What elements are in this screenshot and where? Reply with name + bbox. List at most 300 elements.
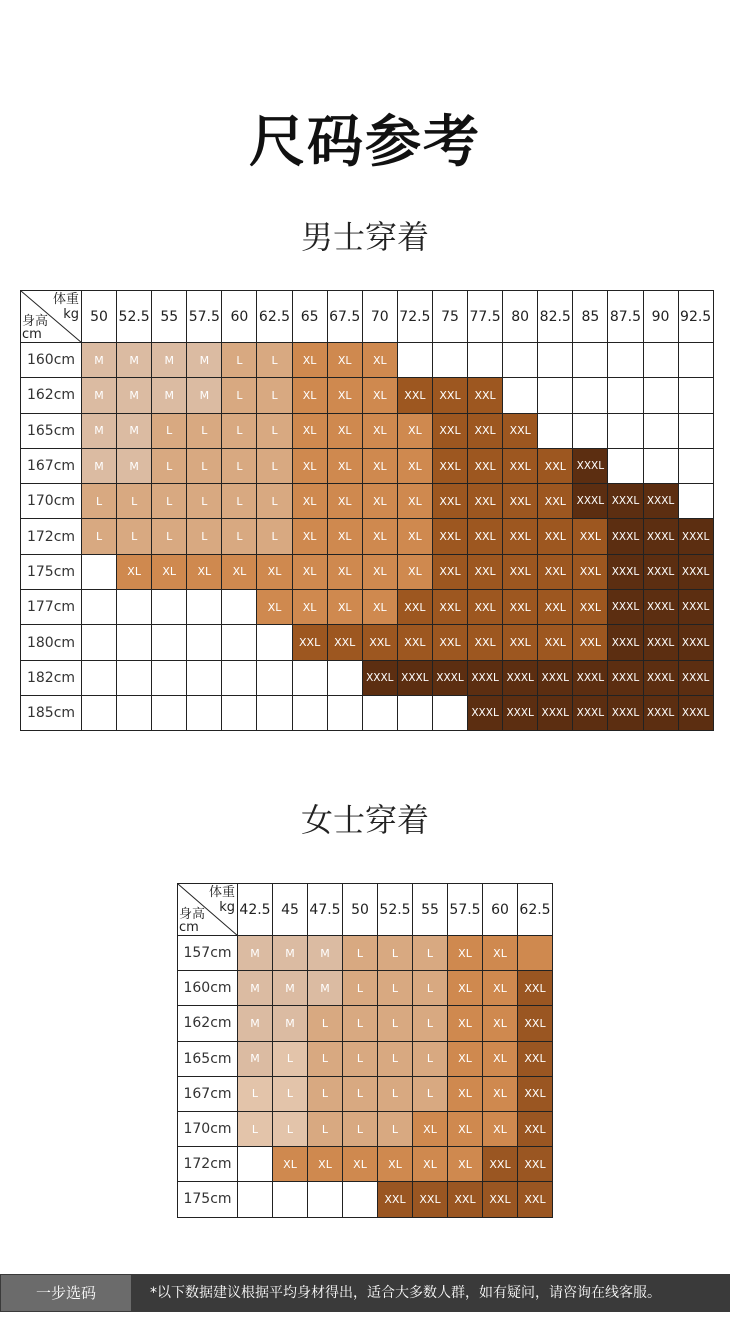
weight-header: 50 — [343, 884, 378, 936]
weight-header: 80 — [503, 291, 538, 343]
men-corner-cell — [21, 291, 82, 343]
table-row — [21, 660, 714, 695]
size-cell: L — [222, 343, 257, 378]
size-cell — [362, 695, 397, 730]
size-cell: XL — [292, 519, 327, 554]
size-cell: M — [308, 936, 343, 971]
size-cell: XXXL — [643, 590, 678, 625]
size-cell: XL — [362, 554, 397, 589]
size-cell: XL — [362, 590, 397, 625]
size-cell: L — [343, 936, 378, 971]
size-cell: XXXL — [468, 695, 503, 730]
weight-label: 体重 — [52, 292, 79, 307]
size-cell: XXXL — [643, 554, 678, 589]
size-cell: L — [222, 484, 257, 519]
weight-header: 42.5 — [238, 884, 273, 936]
table-row — [178, 1182, 553, 1217]
size-cell — [432, 695, 467, 730]
size-cell: XXL — [538, 519, 573, 554]
size-cell — [222, 695, 257, 730]
weight-header: 65 — [292, 291, 327, 343]
height-header: 172cm — [21, 519, 82, 554]
size-cell — [608, 448, 643, 483]
height-header: 177cm — [21, 590, 82, 625]
height-header: 162cm — [21, 378, 82, 413]
men-size-table — [20, 290, 714, 731]
size-cell — [187, 660, 222, 695]
size-cell: XL — [483, 1041, 518, 1076]
size-cell — [152, 660, 187, 695]
size-cell: XL — [327, 343, 362, 378]
size-cell: XXL — [503, 554, 538, 589]
size-cell: XXXL — [538, 695, 573, 730]
women-size-table — [177, 883, 553, 1218]
size-cell: XXL — [448, 1182, 483, 1217]
size-cell — [82, 625, 117, 660]
size-cell — [273, 1182, 308, 1217]
size-cell: XXXL — [573, 660, 608, 695]
size-cell — [518, 936, 553, 971]
size-cell: L — [413, 1041, 448, 1076]
size-cell: XL — [292, 343, 327, 378]
size-select-button[interactable]: 一步选码 — [1, 1275, 131, 1311]
size-cell — [82, 554, 117, 589]
size-cell: L — [152, 484, 187, 519]
size-cell: L — [82, 484, 117, 519]
size-cell — [643, 378, 678, 413]
size-cell: M — [117, 378, 152, 413]
size-cell: XXL — [518, 971, 553, 1006]
size-cell — [117, 625, 152, 660]
size-cell: XXL — [468, 554, 503, 589]
size-cell: XXXL — [608, 484, 643, 519]
table-row — [21, 625, 714, 660]
table-row — [21, 519, 714, 554]
size-cell: XXL — [468, 625, 503, 660]
table-row — [21, 413, 714, 448]
size-cell: XL — [327, 554, 362, 589]
size-cell: XXL — [573, 554, 608, 589]
size-cell: XXL — [503, 413, 538, 448]
size-cell: XL — [413, 1111, 448, 1146]
footer-bar — [0, 1274, 730, 1312]
size-cell — [503, 343, 538, 378]
size-cell: XL — [327, 484, 362, 519]
size-cell — [608, 343, 643, 378]
size-cell: L — [378, 1041, 413, 1076]
size-cell: XL — [327, 519, 362, 554]
size-cell: XL — [397, 554, 432, 589]
size-cell: M — [273, 971, 308, 1006]
size-cell: XL — [448, 1147, 483, 1182]
size-cell — [117, 695, 152, 730]
size-cell: XL — [483, 936, 518, 971]
size-cell: L — [82, 519, 117, 554]
size-cell: L — [378, 971, 413, 1006]
table-row — [178, 1076, 553, 1111]
size-cell — [678, 343, 713, 378]
size-cell — [82, 695, 117, 730]
size-cell: XL — [448, 1076, 483, 1111]
size-cell: XXXL — [678, 695, 713, 730]
size-cell: XXL — [518, 1182, 553, 1217]
size-cell: XXXL — [432, 660, 467, 695]
size-cell: L — [222, 413, 257, 448]
height-label: 身高 — [179, 907, 206, 922]
size-cell: M — [152, 378, 187, 413]
weight-header: 60 — [222, 291, 257, 343]
page-title: 尺码参考 — [249, 110, 481, 175]
size-cell: L — [308, 1006, 343, 1041]
size-cell: XL — [292, 554, 327, 589]
weight-header: 70 — [362, 291, 397, 343]
weight-header: 50 — [82, 291, 117, 343]
size-cell: XXL — [292, 625, 327, 660]
size-cell: XXXL — [643, 519, 678, 554]
weight-header: 62.5 — [518, 884, 553, 936]
size-cell — [257, 660, 292, 695]
weight-header: 90 — [643, 291, 678, 343]
size-cell — [152, 590, 187, 625]
size-cell: L — [413, 1006, 448, 1041]
size-cell: L — [308, 1111, 343, 1146]
table-row — [178, 1041, 553, 1076]
size-cell — [678, 484, 713, 519]
size-cell: L — [222, 519, 257, 554]
size-cell: L — [343, 1041, 378, 1076]
table-row — [178, 1006, 553, 1041]
size-cell: L — [273, 1111, 308, 1146]
size-cell: XL — [483, 971, 518, 1006]
size-cell: XXL — [538, 625, 573, 660]
size-cell: L — [187, 484, 222, 519]
size-cell: M — [238, 971, 273, 1006]
size-cell: XXXL — [608, 625, 643, 660]
size-cell: XXL — [397, 625, 432, 660]
size-cell: XL — [257, 554, 292, 589]
size-cell: L — [257, 484, 292, 519]
size-cell: XXL — [518, 1041, 553, 1076]
size-cell: XL — [327, 590, 362, 625]
height-header: 170cm — [21, 484, 82, 519]
size-cell — [643, 448, 678, 483]
size-cell: XL — [362, 448, 397, 483]
size-cell: XXL — [518, 1111, 553, 1146]
table-row — [21, 448, 714, 483]
size-cell: L — [378, 1076, 413, 1111]
size-cell: XXXL — [608, 519, 643, 554]
height-header: 172cm — [178, 1147, 238, 1182]
size-cell: XXXL — [503, 660, 538, 695]
size-cell: L — [343, 1111, 378, 1146]
size-cell: L — [257, 448, 292, 483]
height-header: 167cm — [178, 1076, 238, 1111]
size-cell: L — [257, 343, 292, 378]
size-cell — [608, 413, 643, 448]
size-cell: XL — [257, 590, 292, 625]
size-cell — [643, 413, 678, 448]
size-cell: L — [343, 1076, 378, 1111]
size-cell: XXL — [468, 519, 503, 554]
weight-header: 75 — [432, 291, 467, 343]
footer-note: *以下数据建议根据平均身材得出，适合大多数人群，如有疑问，请咨询在线客服。 — [150, 1285, 661, 1301]
size-cell: XL — [308, 1147, 343, 1182]
table-row — [21, 378, 714, 413]
size-cell — [152, 695, 187, 730]
size-cell: XXXL — [678, 625, 713, 660]
size-cell — [257, 695, 292, 730]
size-cell: M — [273, 1006, 308, 1041]
size-cell: L — [413, 971, 448, 1006]
size-cell: M — [117, 343, 152, 378]
size-cell: XL — [327, 413, 362, 448]
size-cell: XXL — [397, 590, 432, 625]
size-cell: XXL — [483, 1182, 518, 1217]
size-cell: L — [187, 413, 222, 448]
weight-unit: kg — [63, 307, 79, 322]
size-cell: XXXL — [538, 660, 573, 695]
size-cell: L — [222, 448, 257, 483]
size-cell: M — [238, 1041, 273, 1076]
size-cell: XL — [327, 378, 362, 413]
size-cell — [222, 590, 257, 625]
size-cell: XXXL — [643, 695, 678, 730]
size-cell: XXL — [518, 1076, 553, 1111]
size-cell: XL — [292, 484, 327, 519]
weight-header: 82.5 — [538, 291, 573, 343]
height-header: 160cm — [21, 343, 82, 378]
size-cell: XXL — [432, 554, 467, 589]
weight-header: 72.5 — [397, 291, 432, 343]
size-cell — [187, 590, 222, 625]
size-cell: XXL — [468, 484, 503, 519]
size-cell: XXL — [432, 519, 467, 554]
height-header: 162cm — [178, 1006, 238, 1041]
size-cell — [678, 413, 713, 448]
size-cell — [82, 590, 117, 625]
size-cell — [397, 695, 432, 730]
women-section-title: 女士穿着 — [300, 801, 429, 839]
size-cell: M — [187, 378, 222, 413]
size-cell: XXXL — [573, 484, 608, 519]
size-cell: XXL — [483, 1147, 518, 1182]
size-cell: XL — [448, 936, 483, 971]
size-cell: XXXL — [362, 660, 397, 695]
size-cell: XXXL — [608, 590, 643, 625]
size-cell: XXXL — [608, 660, 643, 695]
size-cell: XL — [343, 1147, 378, 1182]
size-cell: XL — [483, 1006, 518, 1041]
size-cell — [343, 1182, 378, 1217]
size-cell: L — [343, 1006, 378, 1041]
table-row — [21, 695, 714, 730]
size-cell: L — [273, 1076, 308, 1111]
size-cell — [187, 625, 222, 660]
weight-header: 92.5 — [678, 291, 713, 343]
size-cell: M — [82, 413, 117, 448]
size-cell: XL — [448, 1111, 483, 1146]
size-cell: XXL — [468, 378, 503, 413]
height-header: 165cm — [21, 413, 82, 448]
weight-label: 体重 — [208, 885, 235, 900]
size-cell: XXL — [538, 484, 573, 519]
size-cell: L — [152, 448, 187, 483]
size-cell — [292, 695, 327, 730]
weight-header: 45 — [273, 884, 308, 936]
size-cell: XL — [397, 519, 432, 554]
size-cell: XXL — [432, 625, 467, 660]
size-cell — [257, 625, 292, 660]
weight-header: 67.5 — [327, 291, 362, 343]
table-row — [21, 590, 714, 625]
size-cell: M — [273, 936, 308, 971]
size-cell: L — [378, 1111, 413, 1146]
men-section-title: 男士穿着 — [300, 218, 429, 256]
height-header: 182cm — [21, 660, 82, 695]
table-row — [21, 554, 714, 589]
table-row — [178, 971, 553, 1006]
size-cell: XL — [483, 1111, 518, 1146]
size-cell: XXXL — [678, 660, 713, 695]
height-unit: cm — [22, 327, 42, 342]
size-cell: XXXL — [678, 519, 713, 554]
size-cell: XL — [292, 378, 327, 413]
table-row — [178, 1147, 553, 1182]
size-cell: XXL — [503, 625, 538, 660]
size-cell: XL — [378, 1147, 413, 1182]
size-cell: L — [343, 971, 378, 1006]
height-header: 180cm — [21, 625, 82, 660]
size-cell: XXL — [538, 554, 573, 589]
size-cell — [238, 1182, 273, 1217]
size-cell: XXL — [468, 448, 503, 483]
size-cell: M — [82, 343, 117, 378]
size-cell: XXL — [518, 1006, 553, 1041]
size-cell: L — [413, 1076, 448, 1111]
size-cell — [222, 625, 257, 660]
size-cell: XL — [327, 448, 362, 483]
size-cell: XL — [362, 378, 397, 413]
size-cell: XL — [362, 343, 397, 378]
size-cell: XL — [222, 554, 257, 589]
weight-header: 57.5 — [187, 291, 222, 343]
weight-header: 55 — [152, 291, 187, 343]
weight-header: 85 — [573, 291, 608, 343]
size-cell: XXL — [397, 378, 432, 413]
size-cell: L — [257, 413, 292, 448]
size-cell: L — [117, 519, 152, 554]
size-cell — [678, 448, 713, 483]
size-cell: L — [117, 484, 152, 519]
size-cell: M — [238, 936, 273, 971]
size-cell: L — [257, 519, 292, 554]
size-cell — [432, 343, 467, 378]
size-cell: XXXL — [397, 660, 432, 695]
size-cell — [82, 660, 117, 695]
size-cell: L — [238, 1111, 273, 1146]
size-cell: L — [152, 519, 187, 554]
height-header: 175cm — [178, 1182, 238, 1217]
size-cell: L — [308, 1076, 343, 1111]
size-cell: XXXL — [678, 554, 713, 589]
size-cell: XL — [362, 413, 397, 448]
size-cell — [538, 378, 573, 413]
size-cell: XXXL — [643, 625, 678, 660]
size-cell: XL — [397, 413, 432, 448]
size-cell: XXL — [432, 378, 467, 413]
size-cell: XXL — [413, 1182, 448, 1217]
size-cell — [187, 695, 222, 730]
weight-header: 77.5 — [468, 291, 503, 343]
size-cell: L — [222, 378, 257, 413]
size-cell: XXXL — [643, 484, 678, 519]
height-header: 160cm — [178, 971, 238, 1006]
size-cell — [643, 343, 678, 378]
size-cell: XXXL — [573, 695, 608, 730]
size-cell: XXL — [503, 448, 538, 483]
size-cell — [397, 343, 432, 378]
size-cell: M — [117, 413, 152, 448]
weight-unit: kg — [219, 900, 235, 915]
weight-header: 47.5 — [308, 884, 343, 936]
size-cell — [608, 378, 643, 413]
size-cell: XXXL — [468, 660, 503, 695]
size-cell: M — [187, 343, 222, 378]
size-cell: M — [152, 343, 187, 378]
table-row — [21, 343, 714, 378]
size-cell — [222, 660, 257, 695]
size-cell: M — [117, 448, 152, 483]
size-cell: L — [308, 1041, 343, 1076]
size-cell — [308, 1182, 343, 1217]
size-cell: XXL — [518, 1147, 553, 1182]
weight-header: 62.5 — [257, 291, 292, 343]
size-cell: XXL — [503, 519, 538, 554]
size-cell: XXL — [432, 448, 467, 483]
size-cell — [327, 695, 362, 730]
size-cell: XL — [117, 554, 152, 589]
size-cell — [573, 413, 608, 448]
size-cell — [117, 660, 152, 695]
size-cell: L — [413, 936, 448, 971]
size-cell: XL — [152, 554, 187, 589]
size-cell: XXXL — [608, 554, 643, 589]
size-cell: XXL — [573, 590, 608, 625]
height-header: 175cm — [21, 554, 82, 589]
size-cell: XL — [292, 448, 327, 483]
size-cell: XL — [362, 519, 397, 554]
size-cell — [468, 343, 503, 378]
size-cell — [117, 590, 152, 625]
size-cell: XL — [448, 1041, 483, 1076]
size-cell: XXXL — [608, 695, 643, 730]
height-header: 167cm — [21, 448, 82, 483]
size-cell: XXL — [432, 590, 467, 625]
size-cell: L — [378, 1006, 413, 1041]
size-cell: XL — [362, 484, 397, 519]
size-cell: XL — [413, 1147, 448, 1182]
size-cell: L — [273, 1041, 308, 1076]
size-cell — [327, 660, 362, 695]
size-cell: XL — [292, 590, 327, 625]
weight-header: 52.5 — [117, 291, 152, 343]
size-cell: XXL — [538, 448, 573, 483]
weight-header: 57.5 — [448, 884, 483, 936]
size-cell: XXL — [432, 413, 467, 448]
size-cell: XXL — [468, 590, 503, 625]
size-cell: XL — [187, 554, 222, 589]
weight-header: 60 — [483, 884, 518, 936]
